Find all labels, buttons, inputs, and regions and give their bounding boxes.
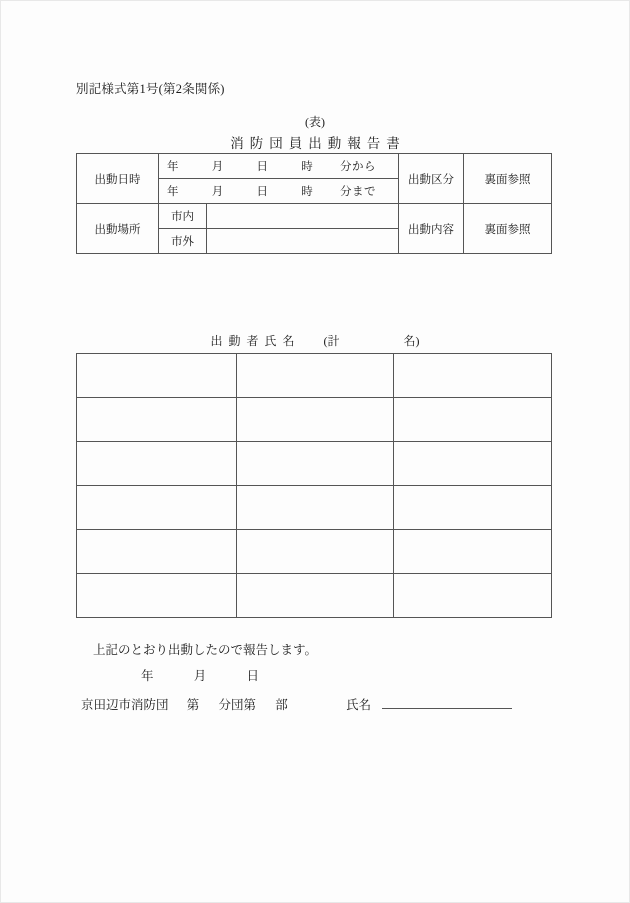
member-name-cell[interactable] xyxy=(77,354,237,398)
names-heading-count-open: (計 xyxy=(323,334,340,348)
label-dispatch-content: 出動内容 xyxy=(399,204,464,254)
form-number: 別記様式第1号(第2条関係) xyxy=(76,82,225,96)
member-name-cell[interactable] xyxy=(237,398,394,442)
unit-middle-label: 分団第 xyxy=(218,698,257,712)
member-name-cell[interactable] xyxy=(237,574,394,618)
organization-name: 京田辺市消防団 xyxy=(81,698,169,712)
member-name-cell[interactable] xyxy=(394,530,552,574)
unit-suffix-label: 部 xyxy=(275,698,288,712)
dispatch-members-table xyxy=(76,353,552,618)
member-name-cell[interactable] xyxy=(394,398,552,442)
member-name-cell[interactable] xyxy=(394,442,552,486)
field-datetime-to[interactable] xyxy=(159,179,399,204)
field-place-in-city[interactable] xyxy=(207,204,399,229)
datetime-to-month: 月 xyxy=(211,186,224,198)
table-row xyxy=(77,574,552,618)
names-heading-title: 出動者氏名 xyxy=(210,334,301,348)
value-dispatch-category: 裏面参照 xyxy=(464,154,552,204)
unit-prefix-label: 第 xyxy=(186,698,200,712)
value-dispatch-content: 裏面参照 xyxy=(464,204,552,254)
member-name-cell[interactable] xyxy=(77,574,237,618)
page-title: 消防団員出動報告書 xyxy=(230,136,406,151)
name-label: 氏名 xyxy=(346,698,372,712)
datetime-from-month: 月 xyxy=(211,161,224,173)
datetime-to-day: 日 xyxy=(256,186,269,198)
member-name-cell[interactable] xyxy=(77,398,237,442)
label-dispatch-place: 出動場所 xyxy=(77,204,159,254)
report-date-line[interactable] xyxy=(141,666,259,684)
label-dispatch-datetime: 出動日時 xyxy=(77,154,159,204)
table-row xyxy=(77,398,552,442)
table-row xyxy=(77,204,552,229)
datetime-from-day: 日 xyxy=(256,161,269,173)
member-name-cell[interactable] xyxy=(394,486,552,530)
report-date-month: 月 xyxy=(193,669,207,683)
table-row xyxy=(77,442,552,486)
datetime-from-minute-suffix: 分から xyxy=(340,161,376,173)
member-name-cell[interactable] xyxy=(77,486,237,530)
table-row xyxy=(77,354,552,398)
member-name-cell[interactable] xyxy=(394,354,552,398)
datetime-from-year: 年 xyxy=(167,161,179,173)
datetime-to-minute-suffix: 分まで xyxy=(340,186,376,198)
member-name-cell[interactable] xyxy=(237,442,394,486)
member-name-cell[interactable] xyxy=(77,530,237,574)
field-place-out-city[interactable] xyxy=(207,229,399,254)
signature-input-rule[interactable] xyxy=(382,696,512,709)
member-name-cell[interactable] xyxy=(394,574,552,618)
document-kind-label: (表) xyxy=(305,115,325,129)
report-date-year: 年 xyxy=(141,669,154,683)
member-name-cell[interactable] xyxy=(237,486,394,530)
table-row xyxy=(77,154,552,179)
declaration-statement: 上記のとおり出動したので報告します。 xyxy=(93,643,318,657)
member-name-cell[interactable] xyxy=(77,442,237,486)
signature-line xyxy=(81,695,512,713)
label-dispatch-category: 出動区分 xyxy=(399,154,464,204)
datetime-to-year: 年 xyxy=(167,186,179,198)
label-place-in-city: 市内 xyxy=(159,204,207,229)
report-date-day: 日 xyxy=(246,669,260,683)
names-section-heading xyxy=(1,332,629,349)
datetime-from-hour: 時 xyxy=(301,161,314,173)
dispatch-info-table xyxy=(76,153,552,254)
label-place-out-city: 市外 xyxy=(159,229,207,254)
table-row xyxy=(77,530,552,574)
names-table-body xyxy=(77,354,552,618)
member-name-cell[interactable] xyxy=(237,530,394,574)
field-datetime-from[interactable] xyxy=(159,154,399,179)
datetime-to-hour: 時 xyxy=(301,186,314,198)
member-name-cell[interactable] xyxy=(237,354,394,398)
table-row xyxy=(77,486,552,530)
names-heading-count-close: 名) xyxy=(403,334,420,348)
